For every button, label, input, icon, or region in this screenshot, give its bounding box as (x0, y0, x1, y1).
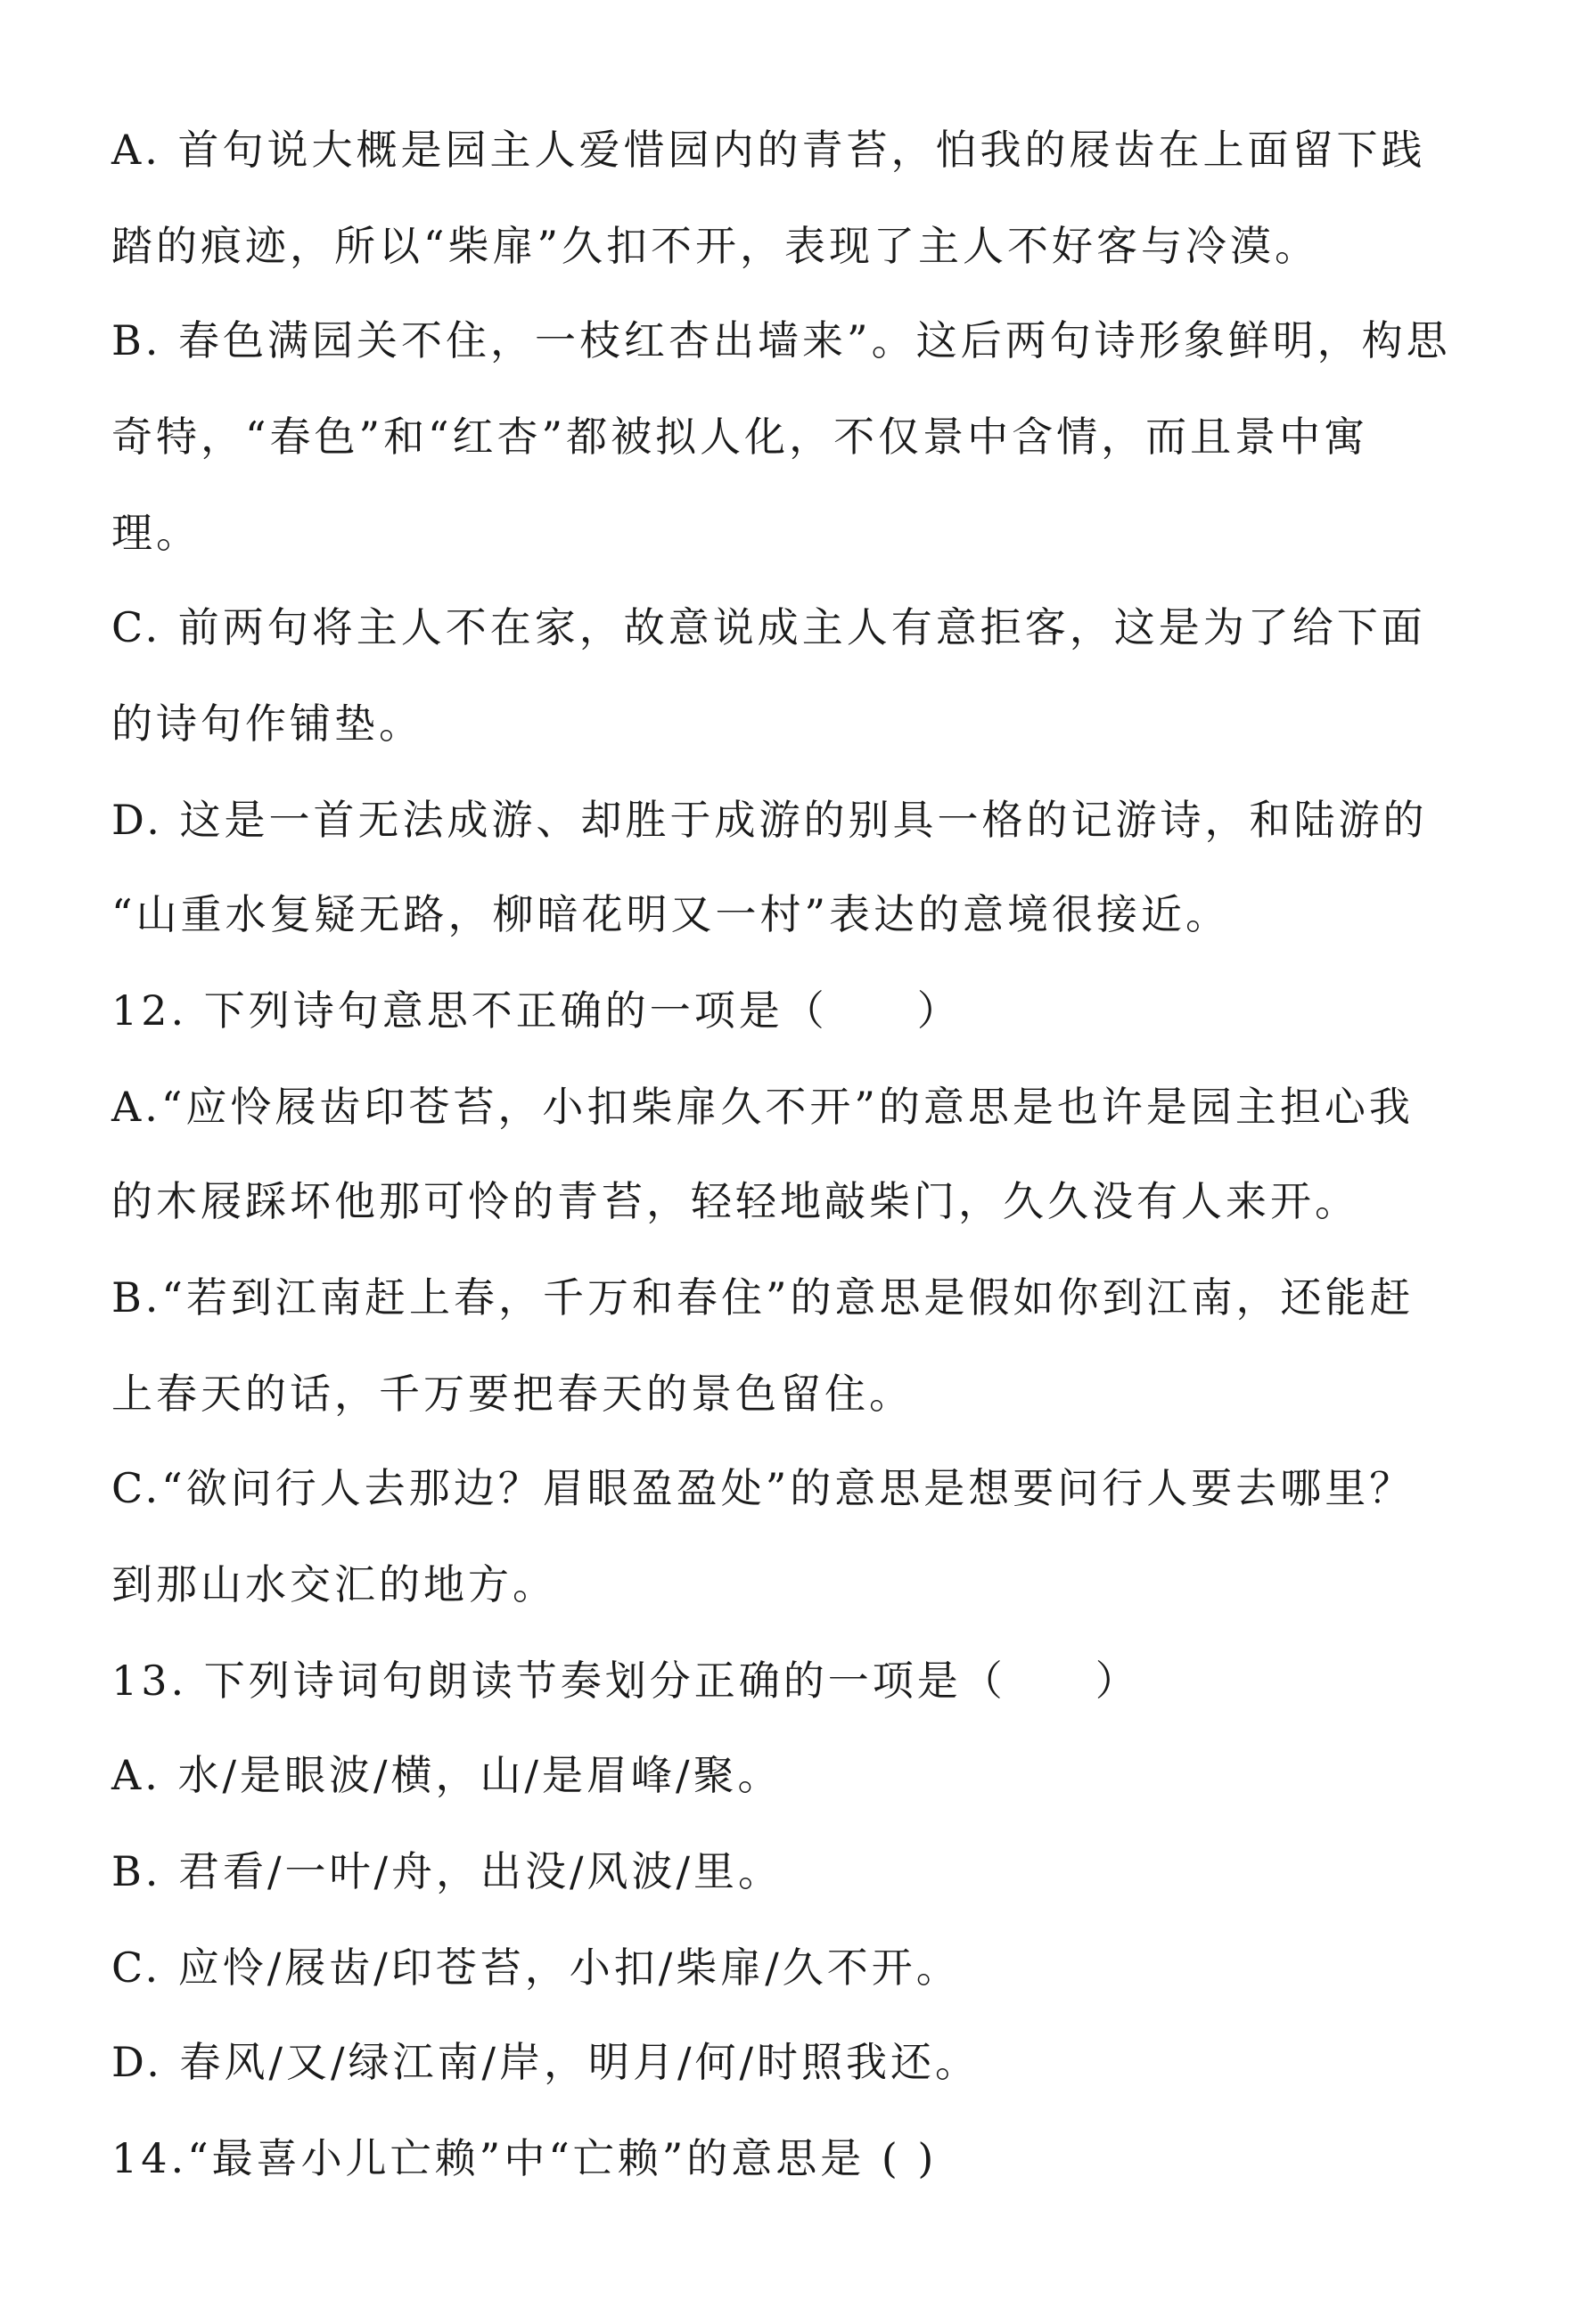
q11-option-d-line-1: D. 这是一首无法成游、却胜于成游的别具一格的记游诗，和陆游的 (111, 796, 1428, 844)
q12-option-b-line-1: B.“若到江南赶上春，千万和春住”的意思是假如你到江南，还能赶 (111, 1273, 1415, 1322)
q11-option-b-line-1: B. 春色满园关不住，一枝红杏出墙来”。这后两句诗形象鲜明，构思 (111, 316, 1451, 364)
q11-option-a-line-2: 踏的痕迹，所以“柴扉”久扣不开，表现了主人不好客与冷漠。 (111, 222, 1320, 270)
q11-option-d-line-2: “山重水复疑无路，柳暗花明又一村”表达的意境很接近。 (111, 890, 1231, 938)
q12-option-c-line-2: 到那山水交汇的地方。 (111, 1560, 557, 1608)
question-12-stem: 12. 下列诗句意思不正确的一项是（ ） (111, 986, 962, 1035)
question-14-stem: 14.“最喜小儿亡赖”中“亡赖”的意思是 ( ) (111, 2134, 938, 2182)
q12-option-c-line-1: C.“欲问行人去那边？眉眼盈盈处”的意思是想要问行人要去哪里？ (111, 1464, 1415, 1512)
q12-option-a-line-2: 的木屐踩坏他那可怜的青苔，轻轻地敲柴门，久久没有人来开。 (111, 1177, 1359, 1225)
q11-option-b-line-3: 理。 (111, 509, 201, 557)
q13-option-a: A. 水/是眼波/横，山/是眉峰/聚。 (111, 1751, 783, 1799)
q13-option-c: C. 应怜/屐齿/印苍苔，小扣/柴扉/久不开。 (111, 1943, 961, 1992)
q11-option-c-line-1: C. 前两句将主人不在家，故意说成主人有意拒客，这是为了给下面 (111, 603, 1426, 651)
q11-option-b-line-2: 奇特，“春色”和“红杏”都被拟人化，不仅景中含情，而且景中寓 (111, 413, 1369, 461)
q13-option-d: D. 春风/又/绿江南/岸，明月/何/时照我还。 (111, 2038, 980, 2086)
q13-option-b: B. 君看/一叶/舟，出没/风波/里。 (111, 1847, 783, 1895)
q11-option-c-line-2: 的诗句作铺垫。 (111, 700, 423, 748)
q12-option-a-line-1: A.“应怜屐齿印苍苔，小扣柴扉久不开”的意思是也许是园主担心我 (111, 1083, 1414, 1131)
question-13-stem: 13. 下列诗词句朗读节奏划分正确的一项是（ ） (111, 1657, 1140, 1705)
q11-option-a-line-1: A. 首句说大概是园主人爱惜园内的青苔，怕我的屐齿在上面留下践 (111, 126, 1426, 174)
q12-option-b-line-2: 上春天的话，千万要把春天的景色留住。 (111, 1370, 914, 1418)
